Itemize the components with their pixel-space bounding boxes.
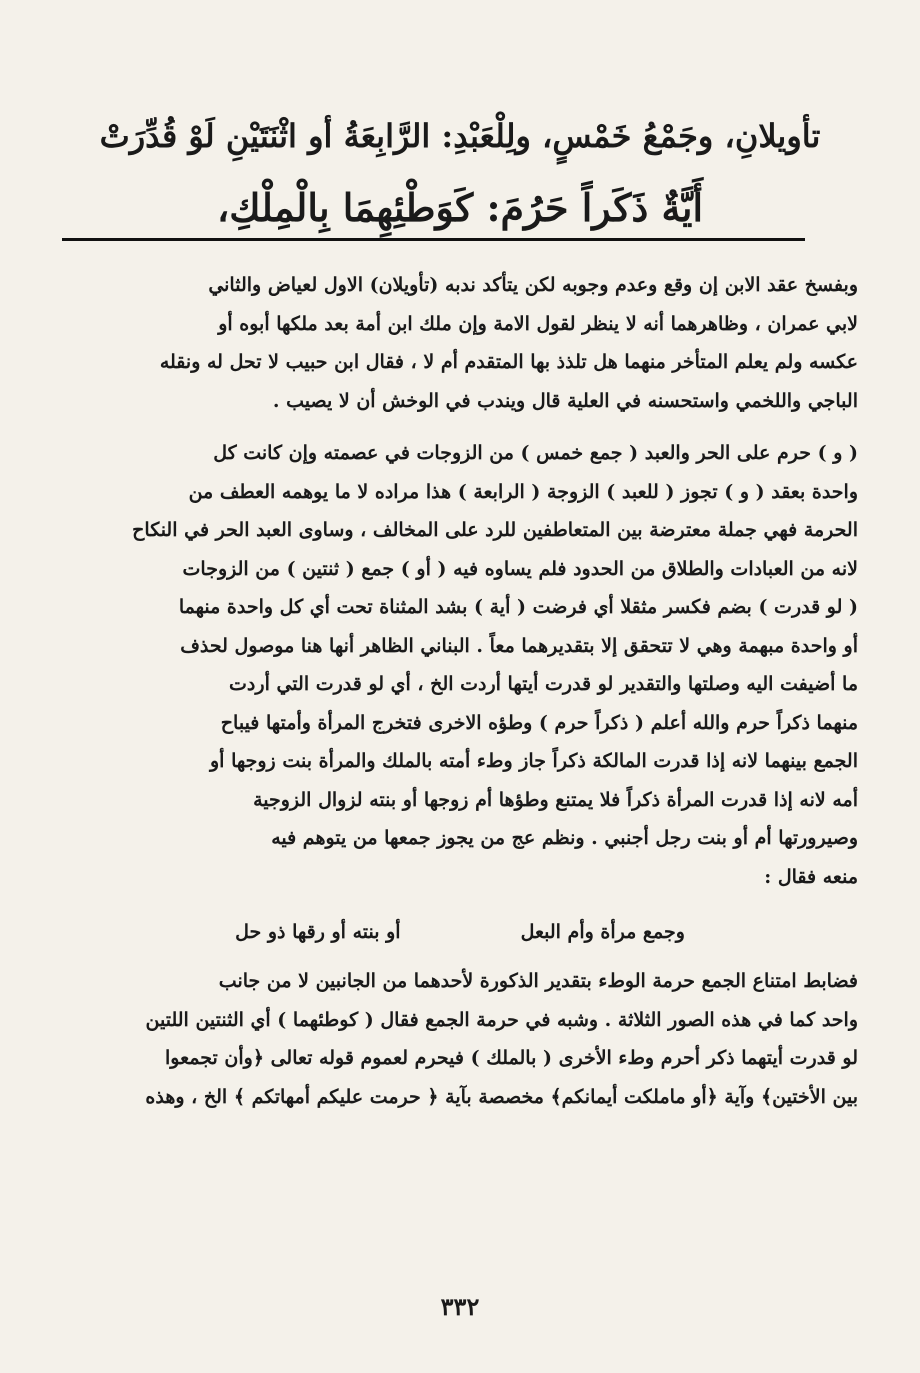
text-line: لو قدرت أيتهما ذكر أحرم وطء الأخرى ( بالملك ) فيحرم لعموم قوله تعالى ﴿وأن تجمعوا: [165, 1047, 858, 1069]
text-line: أو واحدة مبهمة وهي لا تتحقق إلا بتقديرهما معاً . البناني الظاهر أنها هنا موصول لحذف: [180, 634, 858, 657]
verse-first-hemistich: وجمع مرأة وأم البعل: [520, 921, 685, 943]
poetry-verse: [62, 910, 858, 954]
text-line: بين الأختين﴾ وآية ﴿أو ماملكت أيمانكم﴾ مخصصة بآية ﴿ حرمت عليكم أمهاتكم ﴾ الخ ، وهذه: [145, 1085, 858, 1108]
text-line: واحدة بعقد ( و ) تجوز ( للعبد ) الزوجة ( الرابعة ) هذا مراده لا ما يوهمه العطف من: [188, 480, 858, 503]
text-line: واحد كما في هذه الصور الثلاثة . وشبه في حرمة الجمع فقال ( كوطئهما ) أي الثنتين اللتين: [145, 1008, 858, 1031]
text-line: وبفسخ عقد الابن إن وقع وعدم وجوبه لكن يتأكد ندبه (تأويلان) الاول لعياض والثاني: [208, 274, 858, 296]
matn-line: تأويلانِ، وجَمْعُ خَمْسٍ، ولِلْعَبْدِ: الرَّابِعَةُ أو اثْنَتَيْنِ لَوْ قُدِّرَتْ: [99, 117, 821, 155]
text-line: منعه فقال :: [764, 865, 858, 888]
text-line: عكسه ولم يعلم المتأخر منهما هل تلذذ بها المتقدم أم لا ، فقال ابن حبيب لا تحل له ونقله: [159, 351, 858, 373]
page-number: ٣٣٢: [440, 1292, 480, 1321]
text-line: وصيرورتها أم أو بنت رجل أجنبي . ونظم عج من يجوز جمعها من يتوهم فيه: [271, 827, 858, 849]
text-line: أمه لانه إذا قدرت المرأة ذكراً فلا يمتنع وطؤها أم زوجها أو بنته لزوال الزوجية: [253, 788, 858, 811]
matn-text: [95, 100, 825, 244]
text-line: لانه من العبادات والطلاق من الحدود فلم يساوه فيه ( أو ) جمع ( ثنتين ) من الزوجات: [182, 557, 858, 580]
verse-second-hemistich: أو بنته أو رقها ذو حل: [235, 921, 401, 943]
text-line: ما أضيفت اليه وصلتها والتقدير لو قدرت أيتها أردت الخ ، أي لو قدرت التي أردت: [229, 673, 858, 695]
paragraph-3: [62, 962, 858, 1116]
matn-line: أَيَّةٌ ذَكَراً حَرُمَ: كَوَطْئِهِمَا بِالْمِلْكِ،: [216, 185, 704, 230]
separator-rule: [62, 238, 805, 241]
paragraph-2: [62, 434, 858, 896]
text-line: منهما ذكراً حرم والله أعلم ( ذكراً حرم ) وطؤه الاخرى فتخرج المرأة وأمتها فيباح: [220, 711, 858, 734]
text-line: ( لو قدرت ) بضم فكسر مثقلا أي فرضت ( أية ) بشد المثناة تحت أي كل واحدة منهما: [178, 596, 858, 618]
text-line: لابي عمران ، وظاهرهما أنه لا ينظر لقول الامة وإن ملك ابن أمة بعد ملكها أبوه أو: [218, 312, 858, 335]
text-line: الجمع بينهما لانه إذا قدرت المالكة ذكراً جاز وطء أمته بالملك والمرأة بنت زوجها أو: [210, 750, 858, 772]
text-line: الباجي واللخمي واستحسنه في العلية قال ويندب في الوخش أن لا يصيب .: [272, 389, 858, 412]
text-line: فضابط امتناع الجمع حرمة الوطء بتقدير الذكورة لأحدهما من الجانبين لا من جانب: [218, 970, 858, 992]
text-line: ( و ) حرم على الحر والعبد ( جمع خمس ) من الزوجات في عصمته وإن كانت كل: [213, 442, 858, 464]
paragraph-1: [62, 266, 858, 420]
commentary-text: [62, 266, 858, 1116]
text-line: الحرمة فهي جملة معترضة بين المتعاطفين للرد على المخالف ، وساوى العبد الحر في النكاح: [132, 519, 858, 541]
